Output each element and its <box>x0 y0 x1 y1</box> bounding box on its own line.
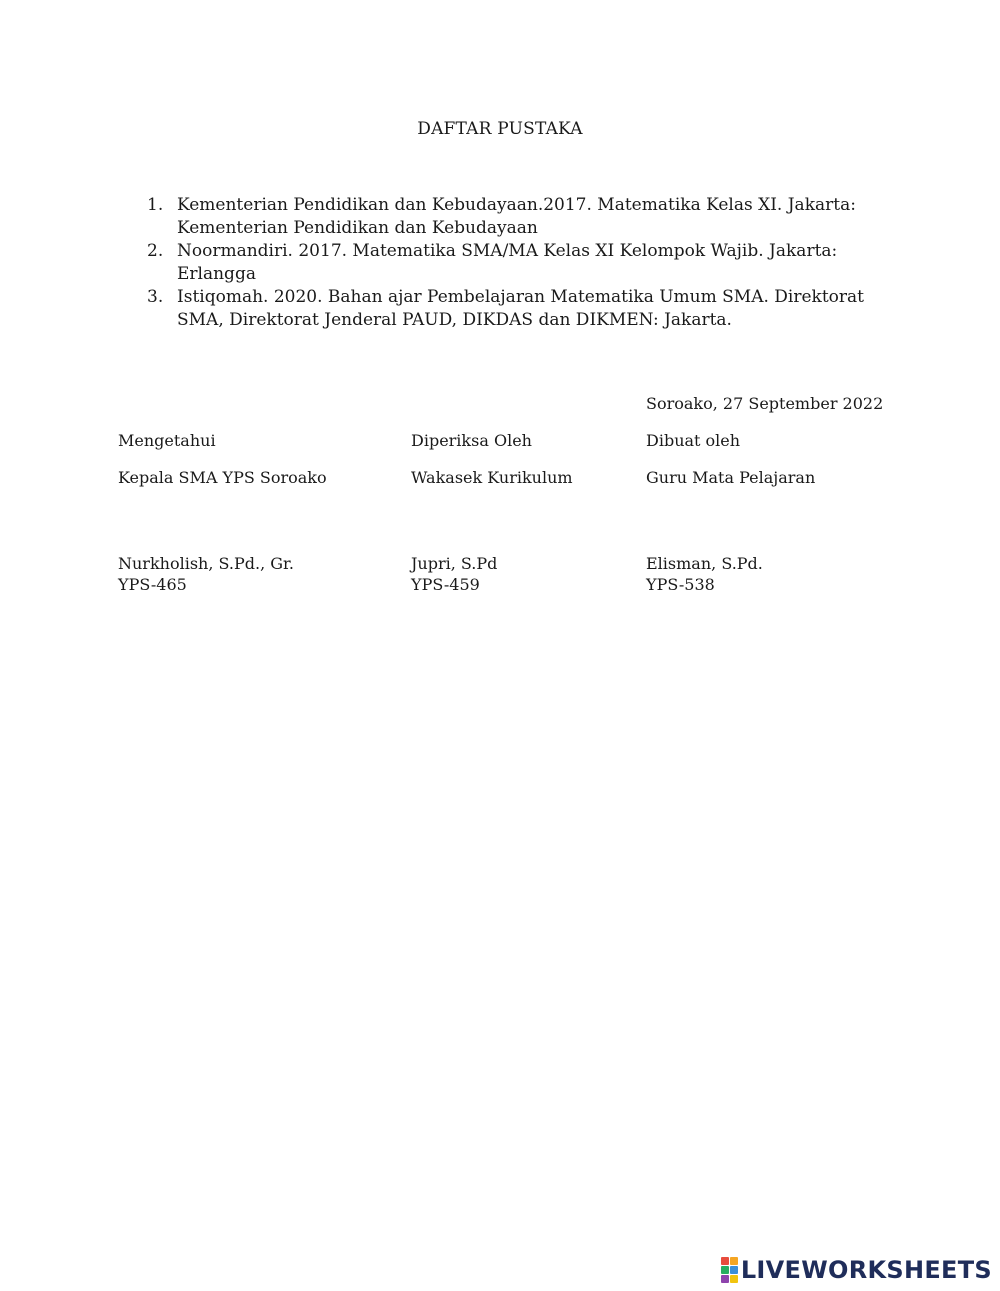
logo-blocks-icon <box>721 1257 738 1283</box>
signatory-id: YPS-538 <box>646 575 715 594</box>
place-date: Soroako, 27 September 2022 <box>646 394 884 413</box>
signatory-name: Jupri, S.Pd <box>411 554 498 573</box>
logo-text: LIVEWORKSHEETS <box>740 1256 992 1284</box>
signatory-name: Nurkholish, S.Pd., Gr. <box>118 554 295 573</box>
reference-number: 1. <box>147 195 164 215</box>
logo-block <box>730 1257 738 1265</box>
signatory-name: Elisman, S.Pd. <box>646 554 763 573</box>
signatory-role: Guru Mata Pelajaran <box>646 468 816 487</box>
signatory-heading: Mengetahui <box>118 431 216 450</box>
reference-item <box>147 194 897 240</box>
reference-text: Istiqomah. 2020. Bahan ajar Pembelajaran Matematika Umum SMA. Direktorat SMA, Direktorat Jenderal PAUD, DIKDAS dan DIKMEN: Jakarta. <box>177 287 865 330</box>
logo-block <box>730 1266 738 1274</box>
signatory-heading: Diperiksa Oleh <box>411 431 532 450</box>
signatory-id: YPS-459 <box>411 575 480 594</box>
signatory-role: Kepala SMA YPS Soroako <box>118 468 327 487</box>
reference-text: Noormandiri. 2017. Matematika SMA/MA Kelas XI Kelompok Wajib. Jakarta: Erlangga <box>177 241 838 284</box>
reference-number: 3. <box>147 287 164 307</box>
reference-item <box>147 286 897 332</box>
reference-item <box>147 240 897 286</box>
logo-block <box>721 1266 729 1274</box>
signatory-heading: Dibuat oleh <box>646 431 741 450</box>
logo-block <box>730 1275 738 1283</box>
signatory-role: Wakasek Kurikulum <box>411 468 573 487</box>
page-title: DAFTAR PUSTAKA <box>417 119 583 139</box>
reference-list <box>147 194 897 332</box>
logo-block <box>721 1257 729 1265</box>
liveworksheets-logo <box>721 1255 992 1285</box>
reference-text: Kementerian Pendidikan dan Kebudayaan.2017. Matematika Kelas XI. Jakarta: Kementerian Pendidikan dan Kebudayaan <box>177 195 856 238</box>
signatory-id: YPS-465 <box>118 575 187 594</box>
logo-block <box>721 1275 729 1283</box>
reference-number: 2. <box>147 241 164 261</box>
